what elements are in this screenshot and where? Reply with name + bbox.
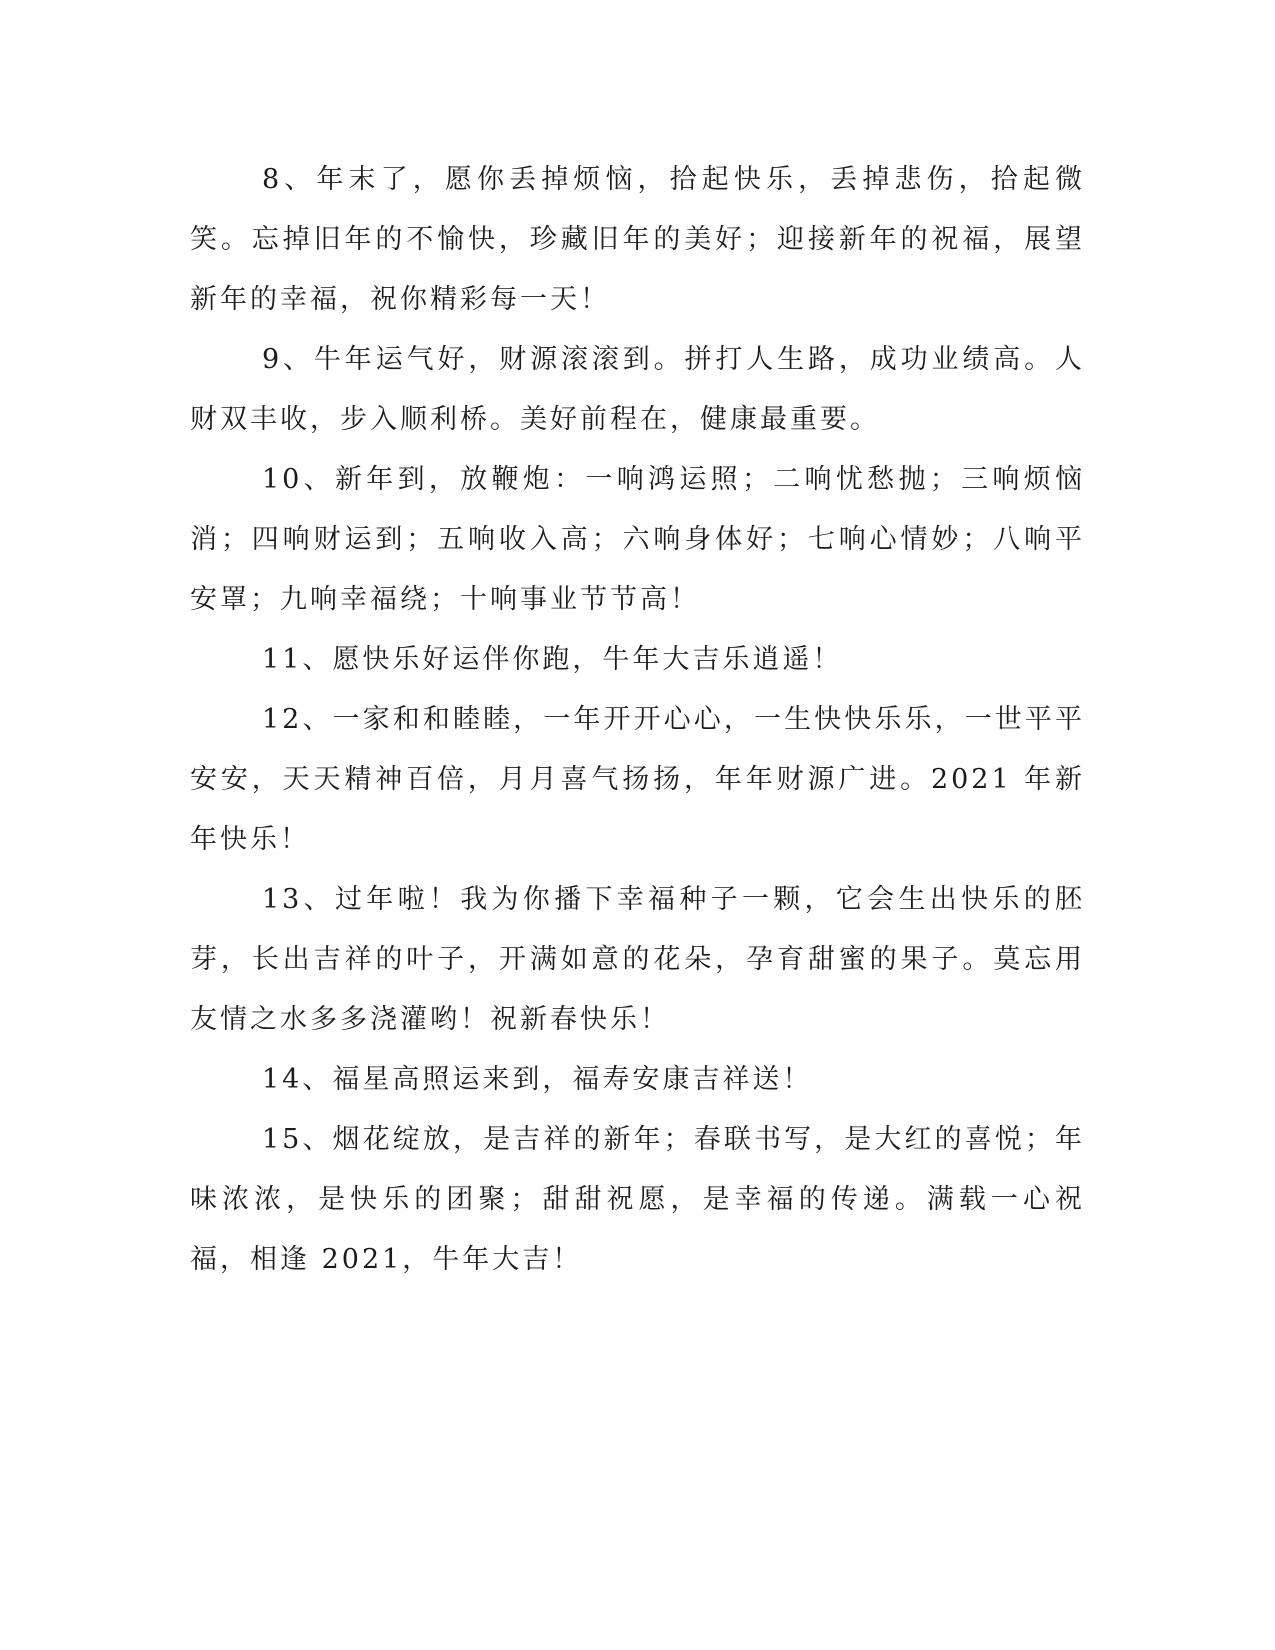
greeting-paragraph-9: 9、牛年运气好，财源滚滚到。拼打人生路，成功业绩高。人财双丰收，步入顺利桥。美好前程在，健康最重要。 (190, 344, 1085, 435)
document-body (190, 150, 1085, 1290)
greeting-paragraph-15: 15、烟花绽放，是吉祥的新年；春联书写，是大红的喜悦；年味浓浓，是快乐的团聚；甜甜祝愿，是幸福的传递。满载一心祝福，相逢 2021，牛年大吉！ (190, 1124, 1085, 1275)
greeting-paragraph-11: 11、愿快乐好运伴你跑，牛年大吉乐逍遥！ (262, 644, 843, 675)
greeting-paragraph-8: 8、年末了，愿你丢掉烦恼，拾起快乐，丢掉悲伤，拾起微笑。忘掉旧年的不愉快，珍藏旧年的美好；迎接新年的祝福，展望新年的幸福，祝你精彩每一天！ (190, 164, 1085, 315)
greeting-paragraph-13: 13、过年啦！我为你播下幸福种子一颗，它会生出快乐的胚芽，长出吉祥的叶子，开满如意的花朵，孕育甜蜜的果子。莫忘用友情之水多多浇灌哟！祝新春快乐！ (190, 884, 1085, 1035)
greeting-paragraph-12: 12、一家和和睦睦，一年开开心心，一生快快乐乐，一世平平安安，天天精神百倍，月月喜气扬扬，年年财源广进。2021 年新年快乐！ (190, 704, 1085, 855)
greeting-paragraph-14: 14、福星高照运来到，福寿安康吉祥送！ (262, 1064, 813, 1095)
greeting-paragraph-10: 10、新年到，放鞭炮：一响鸿运照；二响忧愁抛；三响烦恼消；四响财运到；五响收入高；六响身体好；七响心情妙；八响平安罩；九响幸福绕；十响事业节节高！ (190, 464, 1085, 615)
